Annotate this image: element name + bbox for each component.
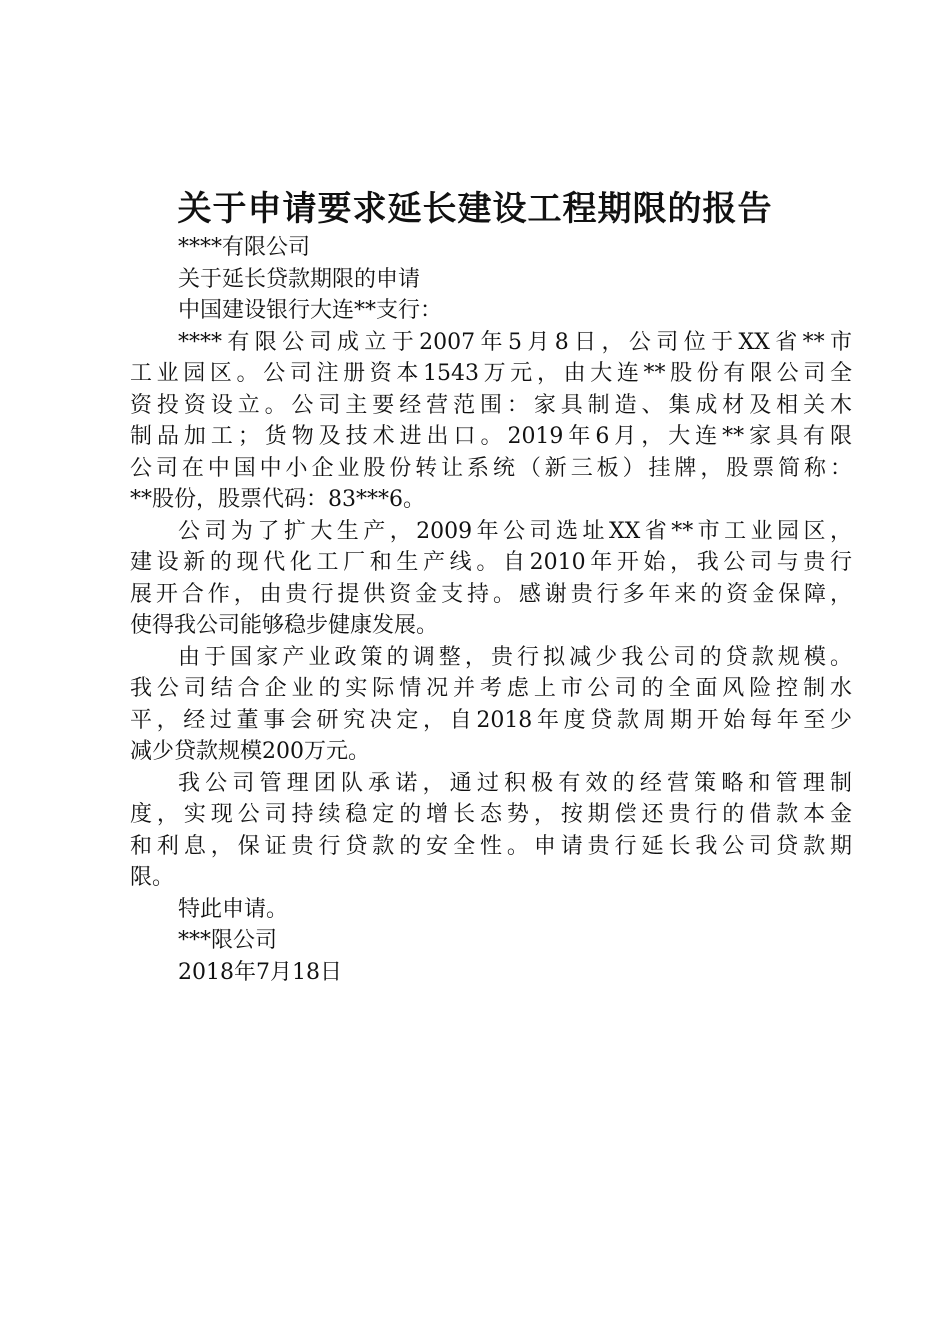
paragraph-policy-change — [130, 642, 852, 768]
paragraph-line: ****有限公司成立于2007年5月8日，公司位于XX省**市 — [178, 329, 852, 355]
paragraph-line: 工业园区。公司注册资本1543万元，由大连**股份有限公司全 — [130, 361, 852, 386]
paragraph-line: 限。 — [130, 865, 175, 890]
paragraph-line: 公司为了扩大生产，2009年公司选址XX省**市工业园区， — [178, 518, 852, 544]
paragraph-line: 展开合作，由贵行提供资金支持。感谢贵行多年来的资金保障， — [130, 581, 852, 607]
paragraph-line: 使得我公司能够稳步健康发展。 — [130, 613, 439, 638]
paragraph-line: **股份，股票代码：83***6。 — [130, 487, 425, 512]
document-title: 关于申请要求延长建设工程期限的报告 — [177, 189, 773, 229]
paragraph-line: 公司在中国中小企业股份转让系统（新三板）挂牌，股票简称： — [130, 455, 852, 481]
paragraph-line: 资投资设立。公司主要经营范围：家具制造、集成材及相关木 — [130, 392, 852, 418]
paragraph-line: 我公司结合企业的实际情况并考虑上市公司的全面风险控制水 — [130, 676, 852, 701]
paragraph-line: 度，实现公司持续稳定的增长态势，按期偿还贵行的借款本金 — [130, 802, 852, 827]
paragraph-line: 建设新的现代化工厂和生产线。自2010年开始，我公司与贵行 — [130, 550, 852, 575]
closing-line: 特此申请。 — [178, 896, 289, 922]
paragraph-line: 制品加工；货物及技术进出口。2019年6月，大连**家具有限 — [130, 424, 852, 449]
document-body — [130, 232, 852, 988]
paragraph-cooperation — [130, 516, 852, 642]
signature-line: ***限公司 — [178, 928, 278, 953]
paragraph-company-intro — [130, 327, 852, 516]
date-line: 2018年7月18日 — [178, 959, 342, 985]
paragraph-line: 平，经过董事会研究决定，自2018年度贷款周期开始每年至少 — [130, 707, 852, 733]
company-name-line: ****有限公司 — [178, 235, 311, 260]
paragraph-line: 我公司管理团队承诺，通过积极有效的经营策略和管理制 — [178, 770, 852, 796]
recipient-line: 中国建设银行大连**支行： — [178, 298, 443, 323]
paragraph-line: 和利息，保证贵行贷款的安全性。申请贵行延长我公司贷款期 — [130, 833, 852, 859]
paragraph-line: 减少贷款规模200万元。 — [130, 739, 370, 764]
paragraph-commitment — [130, 768, 852, 894]
paragraph-line: 由于国家产业政策的调整，贵行拟减少我公司的贷款规模。 — [178, 644, 852, 670]
subject-line: 关于延长贷款期限的申请 — [178, 266, 421, 292]
